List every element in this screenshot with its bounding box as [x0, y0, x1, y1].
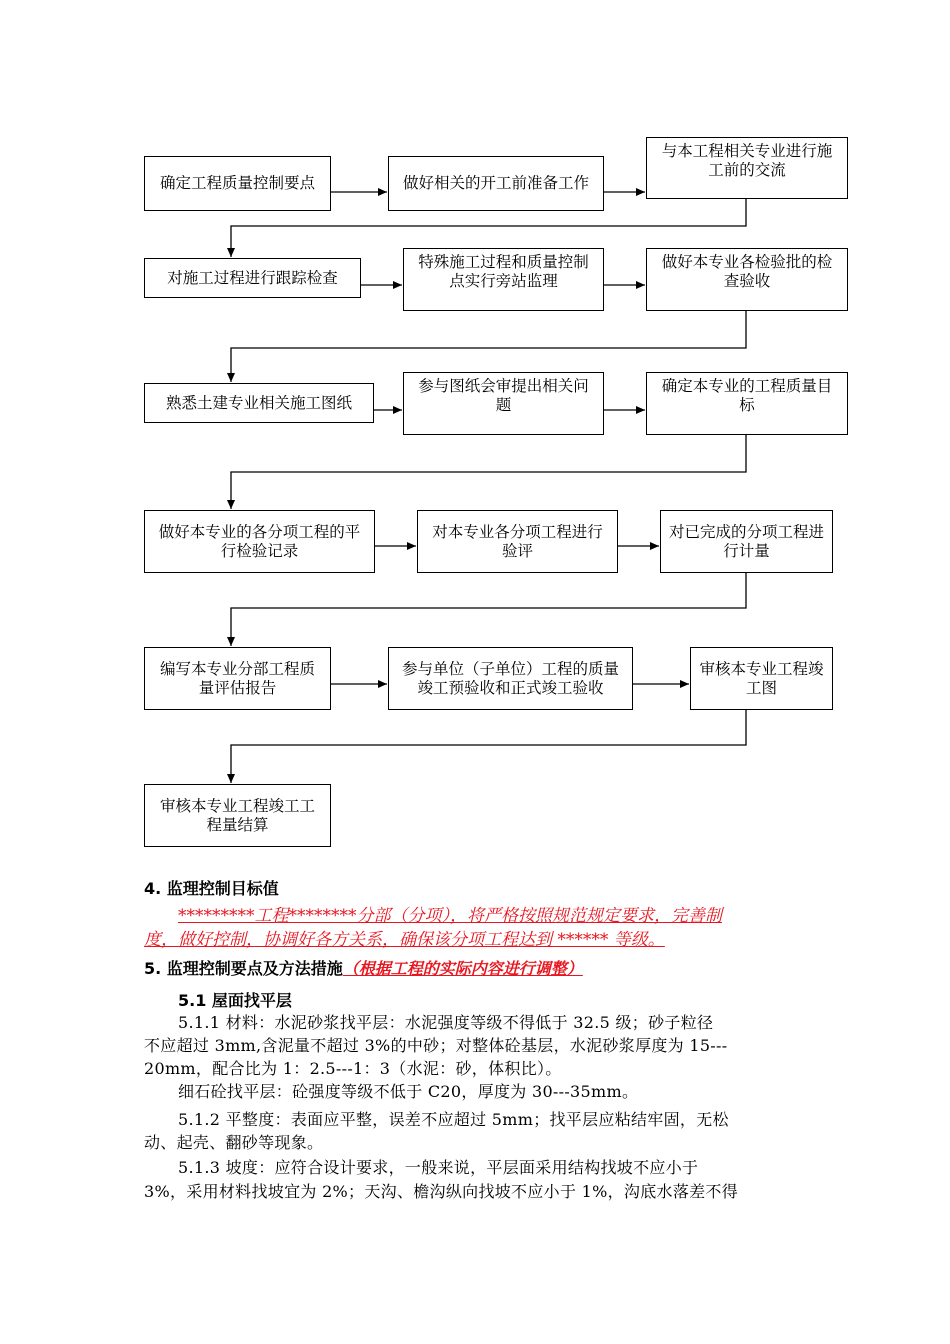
para-line: 5.1.3 坡度：应符合设计要求，一般来说，平层面采用结构找坡不应小于 [178, 1158, 699, 1177]
flow-box-as-built-review: 审核本专业工程竣工图 [690, 647, 833, 710]
para-line: 5.1.1 材料：水泥砂浆找平层：水泥强度等级不得低于 32.5 级；砂子粒径 [178, 1013, 714, 1032]
flow-box-parallel-inspection: 做好本专业的各分项工程的平行检验记录 [144, 510, 375, 573]
para-line: 5.1.2 平整度：表面应平整，误差不应超过 5mm；找平层应粘结牢固，无松 [178, 1110, 729, 1129]
flow-box-subitem-measurement: 对已完成的分项工程进行计量 [660, 510, 833, 573]
section-4-note-line-1: *********工程********分部（分项），将严格按照规范规定要求，完善制 [178, 906, 722, 926]
flow-box-quality-points: 确定工程质量控制要点 [144, 156, 331, 211]
flow-box-quality-target: 确定本专业的工程质量目标 [646, 372, 848, 435]
flow-box-cross-discipline-exchange: 与本工程相关专业进行施工前的交流 [646, 137, 848, 199]
flow-box-study-drawings: 熟悉土建专业相关施工图纸 [144, 383, 374, 423]
flow-box-drawing-review: 参与图纸会审提出相关问题 [403, 372, 604, 435]
flow-box-settlement-review: 审核本专业工程竣工工程量结算 [144, 784, 331, 847]
para-line: 不应超过 3mm,含泥量不超过 3%的中砂；对整体砼基层，水泥砂浆厚度为 15--- [144, 1036, 728, 1055]
flow-box-side-station-supervision: 特殊施工过程和质量控制点实行旁站监理 [403, 248, 604, 311]
section-4-title: 4. 监理控制目标值 [144, 879, 279, 898]
subsection-5-1-title: 5.1 屋面找平层 [178, 991, 292, 1010]
para-line: 3%，采用材料找坡宜为 2%；天沟、檐沟纵向找坡不应小于 1%，沟底水落差不得 [144, 1182, 739, 1201]
flow-box-completion-acceptance: 参与单位（子单位）工程的质量竣工预验收和正式竣工验收 [388, 647, 633, 710]
para-line: 20mm，配合比为 1：2.5---1：3（水泥：砂，体积比）。 [144, 1059, 562, 1078]
para-line: 细石砼找平层：砼强度等级不低于 C20，厚度为 30---35mm。 [178, 1082, 639, 1101]
para-line: 动、起壳、翻砂等现象。 [144, 1133, 324, 1152]
section-5-title-text: 5. 监理控制要点及方法措施 [144, 959, 343, 978]
flow-box-inspection-lot-acceptance: 做好本专业各检验批的检查验收 [646, 248, 848, 311]
flow-box-subitem-evaluation: 对本专业各分项工程进行验评 [417, 510, 618, 573]
section-5-adjust-note: （根据工程的实际内容进行调整） [342, 959, 583, 978]
section-5-title [144, 956, 583, 979]
section-4-note-line-2: 度，做好控制，协调好各方关系，确保该分项工程达到 ****** 等级。 [144, 930, 665, 950]
flow-box-pre-start-prep: 做好相关的开工前准备工作 [388, 156, 604, 211]
flow-box-process-tracking: 对施工过程进行跟踪检查 [144, 258, 361, 298]
flow-box-assessment-report: 编写本专业分部工程质量评估报告 [144, 647, 331, 710]
